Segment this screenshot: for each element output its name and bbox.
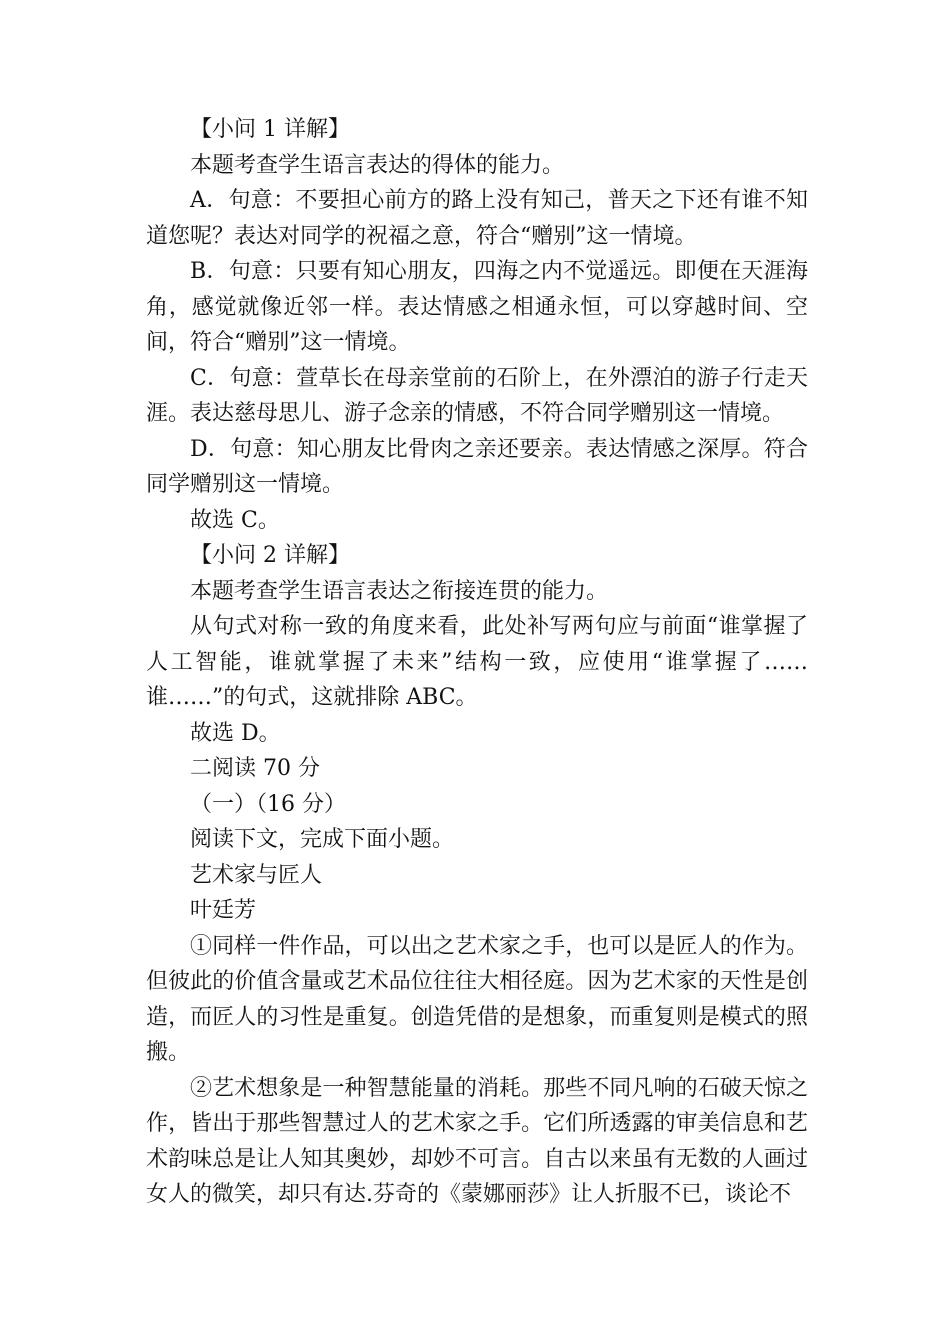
section-heading-q2: 【小问 2 详解】 [190,543,350,568]
paragraph: 本题考查学生语言表达的得体的能力。 [190,152,565,178]
article-author: 叶廷芳 [190,898,257,923]
answer-line: 故选 C。 [190,507,280,533]
section-heading-reading: 二阅读 70 分 [190,756,320,781]
option-a-explanation: A．句意：不要担心前方的路上没有知己，普天之下还有谁不知道您呢？表达对同学的祝福之意，符合“赠别”这一情境。 [146,188,808,249]
article-paragraph: ②艺术想象是一种智慧能量的消耗。那些不同凡响的石破天惊之作，皆出于那些智慧过人的艺术家之手。它们所透露的审美信息和艺术韵味总是让人知其奥妙，却妙不可言。自古以来虽有无数的人画过女人的微笑，却只有达.芬奇的《蒙娜丽莎》让人折服不已，谈论不 [146,1075,808,1207]
paragraph: 从句式对称一致的角度来看，此处补写两句应与前面“谁掌握了人工智能，谁就掌握了未来”结构一致，应使用“谁掌握了……谁……”的句式，这就排除 ABC。 [146,614,808,710]
instruction-line: 阅读下文，完成下面小题。 [190,827,455,852]
paragraph: 本题考查学生语言表达之衔接连贯的能力。 [190,578,609,604]
article-title: 艺术家与匠人 [190,862,323,888]
option-d-explanation: D．句意：知心朋友比骨肉之亲还要亲。表达情感之深厚。符合同学赠别这一情境。 [146,436,808,497]
option-c-explanation: C．句意：萱草长在母亲堂前的石阶上，在外漂泊的游子行走天涯。表达慈母思儿、游子念亲的情感，不符合同学赠别这一情境。 [146,365,808,426]
article-paragraph: ①同样一件作品，可以出之艺术家之手，也可以是匠人的作为。但彼此的价值含量或艺术品位往往大相径庭。因为艺术家的天性是创造，而匠人的习性是重复。创造凭借的是想象，而重复则是模式的照搬。 [146,933,808,1065]
option-b-explanation: B．句意：只要有知心朋友，四海之内不觉遥远。即便在天涯海角，感觉就像近邻一样。表达情感之相通永恒，可以穿越时间、空间，符合“赠别”这一情境。 [146,259,808,355]
subsection-heading: （一）（16 分） [190,791,346,817]
section-heading-q1: 【小问 1 详解】 [190,117,350,142]
document-body [146,112,808,1213]
answer-line: 故选 D。 [190,720,281,746]
